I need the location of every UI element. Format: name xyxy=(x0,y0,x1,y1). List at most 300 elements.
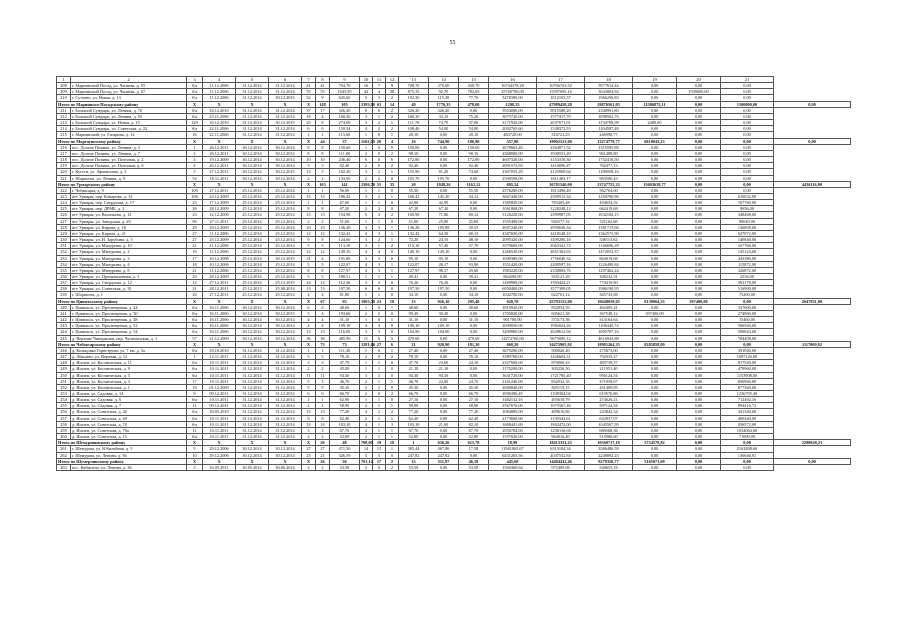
value-cell: 1 xyxy=(360,274,373,280)
total-cell: X xyxy=(269,458,302,464)
value-cell: 30.12.2014 xyxy=(269,144,302,150)
value-cell: 645,60 xyxy=(330,95,360,101)
value-cell: 3 xyxy=(360,243,373,249)
value-cell: 155,90 xyxy=(399,169,429,175)
total-cell: 18981264,35 xyxy=(585,341,633,347)
value-cell: 21,60 xyxy=(429,421,459,427)
value-cell: 1 xyxy=(386,446,399,452)
value-cell: 0,00 xyxy=(633,384,677,390)
value-cell: 92,70 xyxy=(429,89,459,95)
total-cell: 1849,26 xyxy=(429,181,459,187)
row-number-cell: 234 xyxy=(57,261,71,267)
value-cell: 30.12.2014 xyxy=(269,175,302,181)
value-cell: 6431265,56 xyxy=(489,452,537,458)
value-cell: 2056784,00 xyxy=(489,427,537,433)
value-cell: 8 xyxy=(316,206,330,212)
value-cell: 1 xyxy=(386,434,399,440)
value-cell: 188,51 xyxy=(330,274,360,280)
value-cell: 16.12.2010 xyxy=(203,120,236,126)
value-cell: 41 xyxy=(302,83,316,89)
value-cell: 15597695,16 xyxy=(537,89,585,95)
value-cell: 150,34 xyxy=(330,126,360,132)
value-cell: 2 xyxy=(386,107,399,113)
value-cell: 167760,00 xyxy=(721,243,774,249)
total-cell: 163 xyxy=(316,181,330,187)
address-cell: д. Ишлеи, ул. Советская, д. 70а xyxy=(71,427,187,433)
value-cell: 12 xyxy=(187,280,203,286)
value-cell: 3 xyxy=(373,212,386,218)
address-cell: г. Чебаксары, д. 9 xyxy=(71,187,187,193)
value-cell: 0,00 xyxy=(721,107,774,113)
value-cell: 129 xyxy=(187,120,203,126)
value-cell: 12.11.2011 xyxy=(203,354,236,360)
value-cell: 0,00 xyxy=(633,267,677,273)
value-cell: 168,30 xyxy=(399,113,429,119)
total-cell: 9279356,77 xyxy=(585,458,633,464)
total-cell: 0,00 xyxy=(774,101,851,107)
address-cell: д. Ишлеи, ул. Космическая, д. 5 xyxy=(71,372,187,378)
value-cell: 67,20 xyxy=(429,206,459,212)
value-cell: 9 xyxy=(316,384,330,390)
value-cell: 8 xyxy=(316,120,330,126)
total-cell: X xyxy=(302,458,316,464)
value-cell: 2556,00 xyxy=(721,274,774,280)
value-cell: 11.12.2006 xyxy=(203,83,236,89)
value-cell: 13 xyxy=(302,329,316,335)
address-cell: г. Шоршелы, ул. Ленина, д. 9 xyxy=(71,175,187,181)
total-cell: X xyxy=(236,458,269,464)
value-cell: 1042700,00 xyxy=(489,292,537,298)
total-cell: 2298628,23 xyxy=(774,440,851,446)
value-cell: 62,90 xyxy=(330,397,360,403)
value-cell: 109,10 xyxy=(399,323,429,329)
total-cell: 18413331,23 xyxy=(537,440,585,446)
value-cell: 25.12.2014 xyxy=(236,280,269,286)
value-cell: 67,70 xyxy=(330,427,360,433)
value-cell: 5 xyxy=(302,163,316,169)
value-cell: 194,98 xyxy=(330,212,360,218)
value-cell: 30.12.2014 xyxy=(236,169,269,175)
value-cell: 25.12.2014 xyxy=(269,206,302,212)
value-cell: 0,00 xyxy=(633,255,677,261)
value-cell: 3579600,00 xyxy=(489,243,537,249)
total-cell: 19092523,00 xyxy=(537,138,585,144)
value-cell: 0,00 xyxy=(633,237,677,243)
value-cell: 10.12.2006 xyxy=(203,261,236,267)
value-cell: 270,00 xyxy=(429,83,459,89)
value-cell: 78,10 xyxy=(459,354,489,360)
value-cell: б/а xyxy=(187,107,203,113)
total-cell: 15 xyxy=(399,458,429,464)
value-cell: 30.12.2015 xyxy=(269,95,302,101)
value-cell: 26 xyxy=(187,206,203,212)
value-cell: 4 xyxy=(360,267,373,273)
address-cell: пгт Урмары, пер. Свердлова, д. 17 xyxy=(71,200,187,206)
value-cell: 619576,86 xyxy=(585,390,633,396)
value-cell: 42,90 xyxy=(429,200,459,206)
value-cell: 13 xyxy=(302,169,316,175)
value-cell: 1 xyxy=(187,354,203,360)
value-cell: б/а xyxy=(187,415,203,421)
column-number: 20 xyxy=(677,77,721,83)
value-cell: 0,00 xyxy=(677,415,721,421)
value-cell: 1 xyxy=(373,187,386,193)
value-cell: 1 xyxy=(373,360,386,366)
value-cell: 31.12.2014 xyxy=(236,132,269,138)
value-cell: 0,00 xyxy=(677,200,721,206)
value-cell: 31.12.2014 xyxy=(236,354,269,360)
value-cell: 66,70 xyxy=(459,390,489,396)
value-cell: 52,80 xyxy=(459,434,489,440)
value-cell: 8 xyxy=(302,144,316,150)
address-cell: г. Цивильск, ул. Просвещения, д. 52 xyxy=(71,323,187,329)
value-cell: 1 xyxy=(360,132,373,138)
value-cell: 0,00 xyxy=(721,144,774,150)
address-cell: д. Ишлеи, ул. Космическая, д. 1 xyxy=(71,384,187,390)
row-number-cell: 215 xyxy=(57,132,71,138)
value-cell: 5 xyxy=(360,452,373,458)
value-cell: 2599987,05 xyxy=(537,212,585,218)
value-cell: 31.12.2014 xyxy=(236,126,269,132)
value-cell: 5 xyxy=(316,378,330,384)
value-cell: 0,00 xyxy=(677,390,721,396)
address-cell: пос. Кабыгино, ул. Ленина, д. 36 xyxy=(71,464,187,470)
value-cell: 0,00 xyxy=(677,366,721,372)
value-cell: 1226490,84 xyxy=(585,261,633,267)
value-cell: 3 xyxy=(360,193,373,199)
value-cell: 112,36 xyxy=(330,280,360,286)
value-cell: 2 xyxy=(373,237,386,243)
value-cell: 0,00 xyxy=(677,335,721,341)
value-cell: 21 xyxy=(187,286,203,292)
value-cell: б/а xyxy=(187,347,203,353)
value-cell: 39,41 xyxy=(399,274,429,280)
value-cell: 0,00 xyxy=(429,317,459,323)
value-cell: 56,00 xyxy=(330,187,360,193)
value-cell: 326,20 xyxy=(429,107,459,113)
value-cell: 0,00 xyxy=(721,126,774,132)
address-cell: пос. Долгие Поляны, ул. Ленина, д. 3 xyxy=(71,144,187,150)
value-cell: 22.11.2006 xyxy=(203,126,236,132)
total-cell: 20 xyxy=(373,138,386,144)
value-cell: 4266520,00 xyxy=(489,249,537,255)
row-number-cell: 260 xyxy=(57,434,71,440)
value-cell: 30.12.2014 xyxy=(236,335,269,341)
value-cell: 168,42 xyxy=(399,193,429,199)
value-cell: 115872,00 xyxy=(721,261,774,267)
value-cell: 1538372,53 xyxy=(537,126,585,132)
total-cell: X xyxy=(236,440,269,446)
value-cell: 25.12.2014 xyxy=(236,230,269,236)
total-cell: 34475905,92 xyxy=(537,341,585,347)
value-cell: 0,00 xyxy=(633,200,677,206)
total-label: Итого по Цивильскому району xyxy=(57,298,187,304)
value-cell: 4 xyxy=(360,126,373,132)
value-cell: 10.11.2011 xyxy=(203,360,236,366)
total-cell: 0,00 xyxy=(774,138,851,144)
value-cell: 31.12.2014 xyxy=(269,434,302,440)
value-cell: 23,60 xyxy=(429,360,459,366)
value-cell: 47,70 xyxy=(399,360,429,366)
value-cell: 8 xyxy=(302,206,316,212)
address-cell: пос. Долгие Поляны, ул. Почтовая, д. 2 xyxy=(71,157,187,163)
total-cell: X xyxy=(302,138,316,144)
total-cell: 1963,50 xyxy=(361,298,375,304)
value-cell: б/а xyxy=(187,126,203,132)
value-cell: 2125960,64 xyxy=(537,169,585,175)
value-cell: 2651363,63 xyxy=(537,249,585,255)
value-cell: 24 xyxy=(302,280,316,286)
value-cell: 92,40 xyxy=(459,163,489,169)
value-cell: 1 xyxy=(360,292,373,298)
value-cell: 3 xyxy=(360,329,373,335)
value-cell: 30.12.2014 xyxy=(269,335,302,341)
value-cell: 0,00 xyxy=(721,157,774,163)
value-cell: 42 xyxy=(360,89,373,95)
value-cell: 1 xyxy=(386,267,399,273)
value-cell: 4607320,00 xyxy=(489,157,537,163)
value-cell: 3490960,00 xyxy=(489,329,537,335)
value-cell: 94,30 xyxy=(399,372,429,378)
value-cell: 0,00 xyxy=(677,360,721,366)
value-cell: 11 xyxy=(302,372,316,378)
value-cell: 149,10 xyxy=(399,249,429,255)
value-cell: 25,80 xyxy=(459,218,489,224)
value-cell: 385,44 xyxy=(399,446,429,452)
value-cell: 18.10.2010 xyxy=(203,347,236,353)
value-cell: 11 xyxy=(187,403,203,409)
value-cell: 0,00 xyxy=(677,267,721,273)
total-cell: 0,00 xyxy=(774,458,851,464)
value-cell: 9675000,12 xyxy=(537,335,585,341)
value-cell: 24,10 xyxy=(459,360,489,366)
value-cell: 0,00 xyxy=(677,255,721,261)
column-number: 10 xyxy=(360,77,373,83)
total-cell: 0,00 xyxy=(721,298,774,304)
value-cell: 2 xyxy=(360,378,373,384)
value-cell: 3 xyxy=(360,237,373,243)
value-cell: 47,70 xyxy=(330,360,360,366)
value-cell: 479,60 xyxy=(399,335,429,341)
value-cell: 662419,68 xyxy=(585,206,633,212)
value-cell: 211951,40 xyxy=(585,366,633,372)
value-cell: 0,00 xyxy=(677,317,721,323)
value-cell: 136,28 xyxy=(330,224,360,230)
value-cell: 0 xyxy=(386,286,399,292)
value-cell: 30.12.2014 xyxy=(236,144,269,150)
value-cell: 25.12.2014 xyxy=(269,292,302,298)
value-cell: 31.12.2014 xyxy=(269,378,302,384)
value-cell: 30.12.2015 xyxy=(269,169,302,175)
value-cell: 5 xyxy=(302,310,316,316)
value-cell: 6 xyxy=(316,390,330,396)
value-cell: 31.12.2014 xyxy=(236,409,269,415)
value-cell: 99,40 xyxy=(399,310,429,316)
value-cell: 98,37 xyxy=(429,267,459,273)
value-cell: 1 xyxy=(302,397,316,403)
value-cell: 5 xyxy=(302,261,316,267)
value-cell: 25 xyxy=(302,120,316,126)
value-cell: 1409286,18 xyxy=(537,237,585,243)
row-number-cell: 214 xyxy=(57,126,71,132)
value-cell: 115,10 xyxy=(399,243,429,249)
value-cell: 55,50 xyxy=(459,187,489,193)
row-number-cell: 216 xyxy=(57,144,71,150)
total-cell: 73 xyxy=(316,341,330,347)
value-cell: 31.12.2014 xyxy=(269,372,302,378)
value-cell: 1043,50 xyxy=(330,89,360,95)
value-cell: 1810920,00 xyxy=(489,304,537,310)
row-number-cell: 246 xyxy=(57,347,71,353)
value-cell: 0 xyxy=(386,384,399,390)
row-number-cell: 249 xyxy=(57,366,71,372)
value-cell: 6 xyxy=(302,390,316,396)
column-number: 11 xyxy=(373,77,386,83)
value-cell: 81,20 xyxy=(429,169,459,175)
value-cell: 2 xyxy=(360,175,373,181)
value-cell: 1 xyxy=(360,366,373,372)
value-cell: 31.12.2014 xyxy=(269,421,302,427)
total-cell: X xyxy=(187,138,203,144)
value-cell: 12 xyxy=(302,249,316,255)
value-cell: 2 xyxy=(373,206,386,212)
value-cell: 75200,00 xyxy=(721,292,774,298)
value-cell: 2 xyxy=(373,120,386,126)
value-cell: 1 xyxy=(302,132,316,138)
value-cell: 62,40 xyxy=(330,415,360,421)
value-cell: 0,00 xyxy=(677,230,721,236)
value-cell: 12 xyxy=(302,230,316,236)
value-cell: 327600,00 xyxy=(721,304,774,310)
value-cell: 77,70 xyxy=(459,95,489,101)
value-cell: 1 xyxy=(373,403,386,409)
value-cell: 09.12.2011 xyxy=(203,390,236,396)
total-cell: 63 xyxy=(373,101,386,107)
value-cell: 2 xyxy=(373,175,386,181)
value-cell: 10.11.2011 xyxy=(203,427,236,433)
value-cell: 2248092,23 xyxy=(585,452,633,458)
value-cell: 0,00 xyxy=(677,384,721,390)
value-cell: 3 xyxy=(316,360,330,366)
value-cell: 0,00 xyxy=(633,323,677,329)
value-cell: 5 xyxy=(302,354,316,360)
value-cell: 832932,35 xyxy=(537,378,585,384)
value-cell: 3 xyxy=(187,157,203,163)
row-number-cell: 248 xyxy=(57,360,71,366)
row-number-cell: 221 xyxy=(57,175,71,181)
value-cell: 0 xyxy=(386,218,399,224)
total-cell: 4436116,00 xyxy=(774,181,851,187)
value-cell: 1 xyxy=(386,274,399,280)
value-cell: 1315595,88 xyxy=(585,144,633,150)
value-cell: 2 xyxy=(360,403,373,409)
address-cell: г. Шемурша, ул. Юбилейная, д. 5 xyxy=(71,446,187,452)
value-cell: 1813496,40 xyxy=(537,187,585,193)
total-cell: X xyxy=(269,138,302,144)
value-cell: 0,00 xyxy=(633,144,677,150)
total-cell: 44 xyxy=(316,138,330,144)
value-cell: 89,12 xyxy=(459,212,489,218)
value-cell: 10.11.2011 xyxy=(203,372,236,378)
value-cell: 53,58 xyxy=(399,464,429,470)
value-cell: 54 xyxy=(187,175,203,181)
value-cell: 2 xyxy=(360,464,373,470)
value-cell: 127,97 xyxy=(330,267,360,273)
value-cell: 2060840,00 xyxy=(489,384,537,390)
value-cell: 0,00 xyxy=(677,329,721,335)
value-cell: 103,10 xyxy=(330,421,360,427)
value-cell: 1236116,04 xyxy=(537,427,585,433)
value-cell: 0 xyxy=(373,317,386,323)
value-cell: 0,00 xyxy=(677,83,721,89)
value-cell: 197,50 xyxy=(429,286,459,292)
value-cell: 18.11.2011 xyxy=(203,175,236,181)
value-cell: 31,10 xyxy=(330,317,360,323)
address-cell: г. Шемурша, ул. Ленина, д. 36 xyxy=(71,452,187,458)
value-cell: 1362573,90 xyxy=(585,230,633,236)
total-cell: X xyxy=(187,101,203,107)
value-cell: 6 xyxy=(373,107,386,113)
value-cell: 9 xyxy=(316,95,330,101)
value-cell: 0 xyxy=(386,452,399,458)
value-cell: 471958,67 xyxy=(585,378,633,384)
value-cell: 62,40 xyxy=(399,415,429,421)
value-cell: 1632184,15 xyxy=(585,212,633,218)
value-cell: 5 xyxy=(386,335,399,341)
total-cell: 67 xyxy=(316,298,330,304)
value-cell: 1005707,16 xyxy=(585,329,633,335)
total-cell: 4 xyxy=(386,138,399,144)
value-cell: 627072,00 xyxy=(721,230,774,236)
value-cell: 8 xyxy=(316,150,330,156)
value-cell: 20.05.2010 xyxy=(203,409,236,415)
address-cell: д. Кольцовка Горнструма, ул. 7 км, д. 5а xyxy=(71,347,187,353)
value-cell: 0 xyxy=(373,144,386,150)
value-cell: 275673,60 xyxy=(585,347,633,353)
total-cell: 620,70 xyxy=(489,298,537,304)
value-cell: 0,00 xyxy=(633,113,677,119)
value-cell: 1 xyxy=(302,347,316,353)
total-cell: X xyxy=(187,298,203,304)
value-cell: 1 xyxy=(386,403,399,409)
value-cell: 31.12.2014 xyxy=(236,372,269,378)
total-cell: 0,00 xyxy=(721,138,774,144)
value-cell: 0,00 xyxy=(677,409,721,415)
value-cell: 168,30 xyxy=(330,113,360,119)
value-cell: 149,10 xyxy=(330,249,360,255)
value-cell: 122,07 xyxy=(330,261,360,267)
value-cell: 0,00 xyxy=(429,427,459,433)
value-cell: 0 xyxy=(373,347,386,353)
value-cell: 25.12.2014 xyxy=(236,255,269,261)
value-cell: 961488,80 xyxy=(585,150,633,156)
value-cell: 19.12.2009 xyxy=(203,157,236,163)
value-cell: 193,60 xyxy=(330,310,360,316)
value-cell: 0 xyxy=(373,464,386,470)
total-cell: 0,00 xyxy=(677,181,721,187)
value-cell: 0,00 xyxy=(633,372,677,378)
value-cell: 16744378,28 xyxy=(489,83,537,89)
value-cell: 57,70 xyxy=(459,243,489,249)
value-cell: 0,00 xyxy=(677,150,721,156)
value-cell: 30.12.2014 xyxy=(269,317,302,323)
address-cell: д. Ишлеи, ул. Советская, д. 42 xyxy=(71,409,187,415)
value-cell: 0,00 xyxy=(459,249,489,255)
value-cell: 26.12.2011 xyxy=(203,150,236,156)
value-cell: 25.12.2014 xyxy=(269,243,302,249)
value-cell: 6 xyxy=(360,286,373,292)
row-number-cell: 255 xyxy=(57,403,71,409)
